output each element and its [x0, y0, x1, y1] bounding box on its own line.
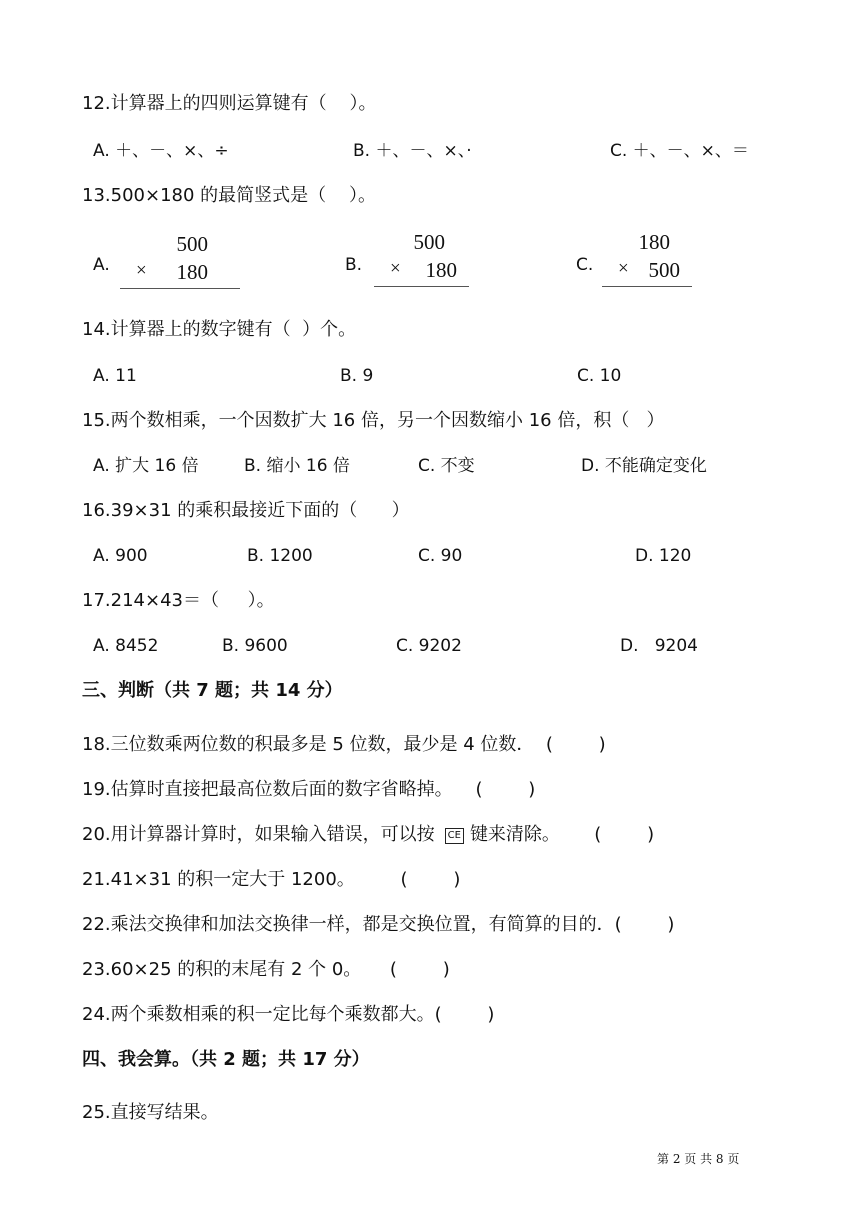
page-number: 第 2 页 共 8 页: [657, 1152, 740, 1166]
section-3-heading: 三、判断（共 7 题；共 14 分）: [82, 680, 343, 701]
question-23: 23.60×25 的积的末尾有 2 个 0。 ( ): [82, 959, 450, 980]
multiplicand: 500: [413, 230, 445, 254]
question-13-option-c-label[interactable]: C.: [576, 255, 594, 275]
multiplier: 180: [425, 258, 457, 282]
question-15-option-c[interactable]: C. 不变: [418, 456, 475, 476]
multiplicand: 500: [176, 232, 208, 256]
question-20-text-before: 20.用计算器计算时，如果输入错误，可以按: [82, 824, 435, 845]
question-25-stem: 25.直接写结果。: [82, 1102, 219, 1123]
question-12-option-a[interactable]: A. ＋、－、×、÷: [93, 141, 229, 161]
question-14-option-b[interactable]: B. 9: [340, 366, 374, 386]
question-17-option-b[interactable]: B. 9600: [222, 636, 288, 656]
times-sign: ×: [390, 258, 401, 279]
question-12-option-c[interactable]: C. ＋、－、×、＝: [610, 141, 749, 161]
question-19: 19.估算时直接把最高位数后面的数字省略掉。 ( ): [82, 779, 536, 800]
question-17-option-a[interactable]: A. 8452: [93, 636, 159, 656]
times-sign: ×: [136, 260, 147, 281]
question-15-option-a[interactable]: A. 扩大 16 倍: [93, 456, 199, 476]
question-13-option-b-label[interactable]: B.: [345, 255, 363, 275]
question-17-option-c[interactable]: C. 9202: [396, 636, 462, 656]
question-20-text-after: 键来清除。 ( ): [469, 824, 655, 845]
question-24: 24.两个乘数相乘的积一定比每个乘数都大。( ): [82, 1004, 495, 1025]
question-12-stem: 12.计算器上的四则运算键有（ ）。: [82, 93, 377, 114]
times-sign: ×: [618, 258, 629, 279]
question-13-option-b-vertical: [374, 230, 469, 288]
question-14-option-a[interactable]: A. 11: [93, 366, 137, 386]
result-rule: [602, 286, 692, 287]
ce-key-icon: CE: [445, 828, 464, 844]
question-17-stem: 17.214×43＝（ ）。: [82, 590, 275, 611]
question-21: 21.41×31 的积一定大于 1200。 ( ): [82, 869, 461, 890]
question-18: 18.三位数乘两位数的积最多是 5 位数，最少是 4 位数． ( ): [82, 734, 606, 755]
question-16-option-c[interactable]: C. 90: [418, 546, 463, 566]
section-4-heading: 四、我会算。（共 2 题；共 17 分）: [82, 1049, 370, 1070]
question-16-option-d[interactable]: D. 120: [635, 546, 692, 566]
multiplicand: 180: [638, 230, 670, 254]
question-13-option-a-vertical: [120, 232, 240, 290]
question-13-option-a-label[interactable]: A.: [93, 255, 110, 275]
question-14-stem: 14.计算器上的数字键有（ ）个。: [82, 319, 357, 340]
question-14-option-c[interactable]: C. 10: [577, 366, 622, 386]
question-16-option-b[interactable]: B. 1200: [247, 546, 313, 566]
question-13-stem: 13.500×180 的最简竖式是（ ）。: [82, 185, 377, 206]
result-rule: [374, 286, 469, 287]
question-13-option-c-vertical: [602, 230, 692, 288]
multiplier: 500: [648, 258, 680, 282]
question-16-stem: 16.39×31 的乘积最接近下面的（ ）: [82, 500, 410, 521]
question-20: [82, 823, 654, 847]
question-15-stem: 15.两个数相乘，一个因数扩大 16 倍，另一个因数缩小 16 倍，积（ ）: [82, 410, 665, 431]
question-22: 22.乘法交换律和加法交换律一样，都是交换位置，有简算的目的．( ): [82, 914, 675, 935]
question-12-option-b[interactable]: B. ＋、－、×、·: [353, 141, 472, 161]
question-17-option-d[interactable]: D. 9204: [620, 636, 698, 656]
multiplier: 180: [176, 260, 208, 284]
question-16-option-a[interactable]: A. 900: [93, 546, 148, 566]
question-15-option-d[interactable]: D. 不能确定变化: [581, 456, 707, 476]
question-15-option-b[interactable]: B. 缩小 16 倍: [244, 456, 350, 476]
result-rule: [120, 288, 240, 289]
